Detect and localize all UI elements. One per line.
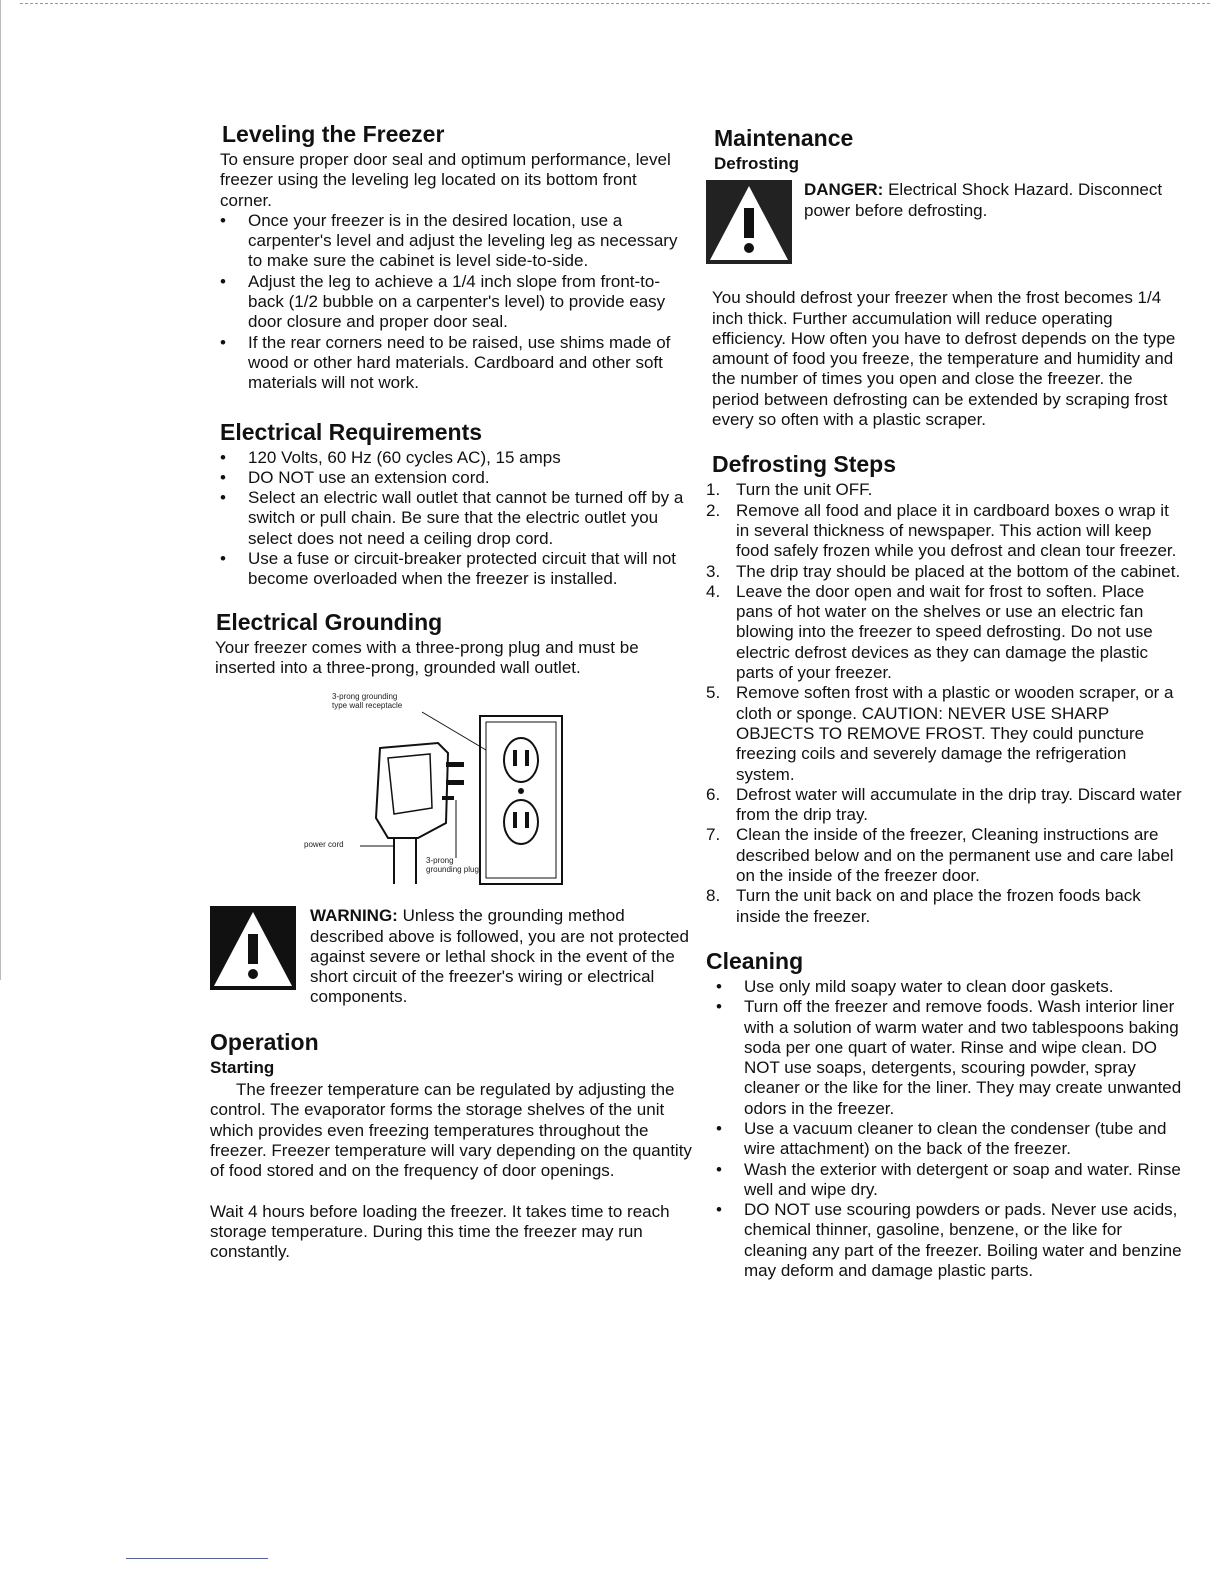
list-item (706, 501, 1184, 562)
list-item (706, 582, 1184, 683)
list-item: • Turn off the freezer and remove foods. Wash interior liner with a solution of warm water and two tablespoons baking soda per one quart of water. Rinse and wipe clean. DO NOT use soaps, detergents, scouring powder, spray cleaner or the like for the liner. They may create unwanted odors in the freezer. (706, 997, 1184, 1119)
cleaning-list (706, 977, 1184, 1281)
fig-label-receptacle-1: 3-prong grounding (332, 692, 398, 702)
step-number: 2. (706, 500, 721, 520)
leveling-intro: To ensure proper door seal and optimum performance, level freezer using the leveling leg located on its bottom front corner. (220, 150, 671, 210)
grounding-title: Electrical Grounding (216, 608, 443, 635)
operation-para-1: The freezer temperature can be regulated by adjusting the control. The evaporator forms the storage shelves of the unit which provides even freezing temperatures throughout the freezer. Freezer temperature will vary depending on the quantity of food stored and on the frequency of door openings. (210, 1080, 692, 1181)
fig-label-cord: power cord (304, 840, 344, 850)
step-text: Leave the door open and wait for frost to soften. Place pans of hot water on the shelves or use an electric fan blowing into the freezer to speed defrosting. Do not use electric defrost devices as they can damage the plastic parts of your freezer. (736, 581, 1153, 683)
list-item: • DO NOT use an extension cord. (210, 468, 692, 488)
electrical-title: Electrical Requirements (220, 418, 483, 445)
list-item: • Once your freezer is in the desired location, use a carpenter's level and adjust the leveling leg as necessary to make sure the cabinet is level side-to-side. (210, 211, 692, 272)
step-number: 6. (706, 784, 721, 804)
danger-text-block (804, 180, 1184, 264)
step-number: 1. (706, 480, 721, 500)
warning-label: WARNING: (310, 906, 398, 926)
list-item: • DO NOT use scouring powders or pads. Never use acids, chemical thinner, gasoline, benzene, or the like for cleaning any part of the freezer. Boiling water and benzine may deform and damage plastic parts. (706, 1200, 1184, 1281)
list-item (706, 480, 1184, 500)
danger-box (706, 180, 1184, 264)
list-item: • Use only mild soapy water to clean door gaskets. (706, 977, 1184, 997)
step-text: Turn the unit OFF. (736, 480, 873, 500)
scan-edge-left (0, 0, 5, 980)
electrical-section (210, 418, 692, 590)
list-item (706, 785, 1184, 826)
electrical-list (210, 448, 692, 590)
list-item: • 120 Volts, 60 Hz (60 cycles AC), 15 amps (210, 448, 692, 468)
leveling-title: Leveling the Freezer (222, 121, 445, 147)
operation-title: Operation (210, 1028, 319, 1055)
danger-triangle-icon (706, 180, 792, 264)
list-item (706, 886, 1184, 927)
maintenance-section (706, 124, 1184, 430)
danger-text: Electrical Shock Hazard. Disconnect power before defrosting. (804, 180, 1163, 220)
step-text: Remove soften frost with a plastic or wooden scraper, or a cloth or sponge. CAUTION: NEVER USE SHARP OBJECTS TO REMOVE FROST. They could puncture freezing coils and severely damage the refrigeration system. (736, 683, 1174, 784)
left-column (210, 120, 692, 1280)
warning-triangle-icon (210, 906, 296, 990)
warning-box (210, 906, 692, 1007)
right-column (706, 124, 1184, 1299)
step-text: The drip tray should be placed at the bottom of the cabinet. (736, 561, 1181, 581)
leveling-list (210, 211, 692, 394)
step-number: 8. (706, 886, 721, 906)
steps-title: Defrosting Steps (712, 451, 897, 478)
steps-list (706, 480, 1184, 927)
step-text: Clean the inside of the freezer, Cleaning instructions are described below and on the permanent use and care label on the inside of the freezer door. (736, 825, 1174, 886)
maintenance-title: Maintenance (714, 125, 854, 151)
step-text: Defrost water will accumulate in the drip tray. Discard water from the drip tray. (736, 784, 1182, 825)
defrosting-steps-section (706, 450, 1184, 927)
defrost-text: You should defrost your freezer when the frost becomes 1/4 inch thick. Further accumulation will reduce operating efficiency. How often you have to defrost depends on the type amount of food you freeze, the temperature and humidity and the number of times you open and close the freezer. the period between defrosting can be extended by scraping frost every so often with a plastic scraper. (712, 288, 1176, 430)
warning-text-block (310, 906, 692, 1007)
step-text: Turn the unit back on and place the frozen foods back inside the freezer. (736, 886, 1141, 926)
step-number: 5. (706, 683, 721, 703)
list-item (706, 683, 1184, 784)
danger-label: DANGER: (804, 180, 884, 200)
list-item: • Select an electric wall outlet that cannot be turned off by a switch or pull chain. Be sure that the electric outlet you select does not need a ceiling drop cord. (210, 488, 692, 549)
maintenance-subtitle: Defrosting (714, 154, 799, 173)
list-item: • If the rear corners need to be raised, use shims made of wood or other hard materials. Cardboard and other soft materials will not work. (210, 333, 692, 394)
list-item: • Adjust the leg to achieve a 1/4 inch slope from front-to-back (1/2 bubble on a carpenter's level) to provide easy door closure and proper door seal. (210, 272, 692, 333)
warning-text: Unless the grounding method described above is followed, you are not protected against severe or lethal shock in the event of the short circuit of the freezer's wiring or electrical components. (310, 906, 689, 1007)
list-item: • Use a fuse or circuit-breaker protected circuit that will not become overloaded when the freezer is installed. (210, 549, 692, 590)
footer-rule (126, 1558, 268, 1559)
outlet-plug-illustration (304, 688, 570, 888)
leveling-section (210, 120, 692, 394)
list-item (706, 562, 1184, 582)
operation-section (210, 1028, 692, 1263)
step-number: 7. (706, 825, 721, 845)
list-item: • Use a vacuum cleaner to clean the condenser (tube and wire attachment) on the back of the freezer. (706, 1119, 1184, 1160)
list-item: • Wash the exterior with detergent or soap and water. Rinse well and wipe dry. (706, 1160, 1184, 1201)
grounding-section (210, 608, 692, 1008)
fig-label-receptacle-2: type wall receptacle (332, 701, 403, 711)
cleaning-section (706, 947, 1184, 1281)
fig-label-plug-1: 3-prong (426, 856, 454, 866)
fig-label-plug-2: grounding plug (426, 865, 479, 875)
cleaning-title: Cleaning (706, 947, 804, 974)
grounding-text: Your freezer comes with a three-prong plug and must be inserted into a three-prong, grounded wall outlet. (215, 637, 639, 677)
step-text: Remove all food and place it in cardboard boxes o wrap it in several thickness of newspaper. This action will keep food safely frozen while you defrost and clean tour freezer. (736, 500, 1177, 561)
step-number: 4. (706, 581, 721, 601)
step-number: 3. (706, 561, 721, 581)
list-item (706, 825, 1184, 886)
scan-edge-top (20, 3, 1210, 4)
operation-para-2: Wait 4 hours before loading the freezer. It takes time to reach storage temperature. During this time the freezer may run constantly. (210, 1201, 670, 1262)
operation-subtitle: Starting (210, 1057, 275, 1077)
